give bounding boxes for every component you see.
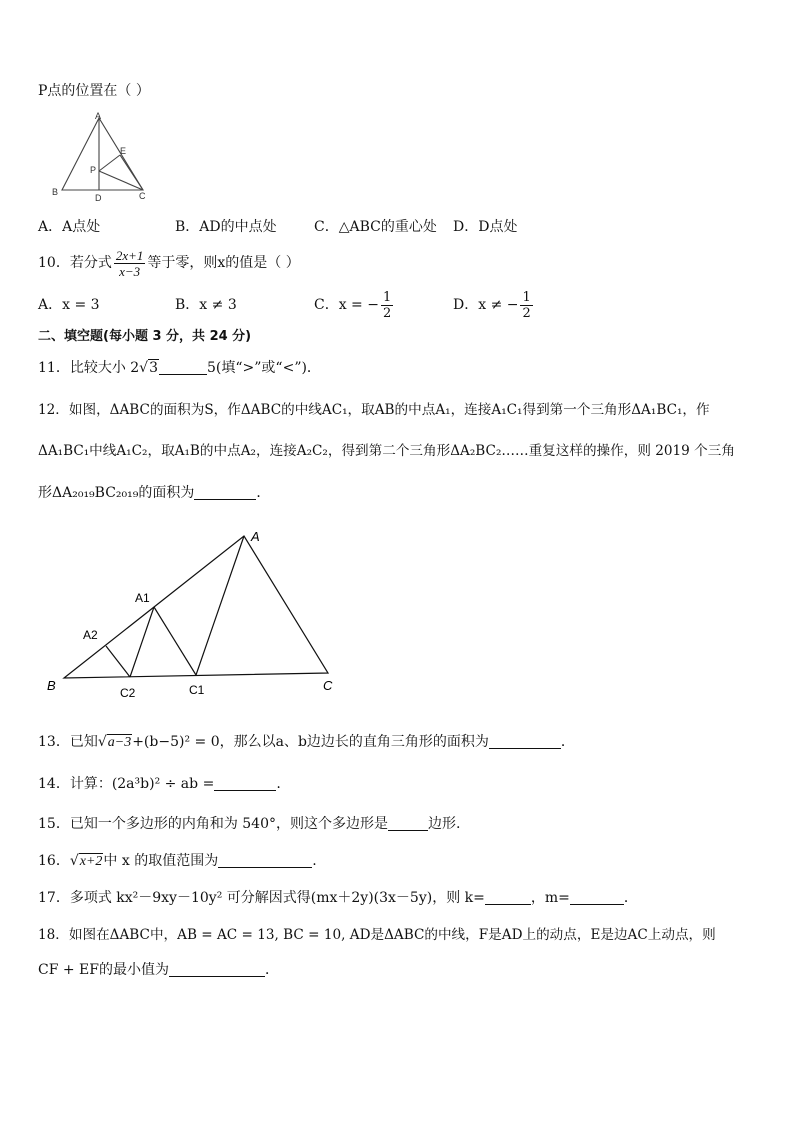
q15-suffix: 边形. xyxy=(428,816,461,832)
q12-blank xyxy=(194,485,256,500)
q10-option-b: B．x ≠ 3 xyxy=(175,297,237,313)
q18-line1: 18．如图在ΔABC中，AB = AC = 13, BC = 10, AD是ΔABC的中线，F是AD上的动点，E是边AC上动点，则 xyxy=(38,927,716,943)
q16 xyxy=(38,852,317,871)
q10-option-a: A．x = 3 xyxy=(38,297,100,313)
q12-line2: ΔA₁BC₁中线A₁C₂，取A₁B的中点A₂，连接A₂C₂，得到第二个三角形ΔA₂BC₂……重复这样的操作，则 2019 个三角 xyxy=(38,443,735,459)
q13 xyxy=(38,733,575,752)
q17-m-blank xyxy=(570,890,624,905)
q10-option-d-fraction xyxy=(520,290,532,321)
q12-line3-prefix: 形ΔA₂₀₁₉BC₂₀₁₉的面积为 xyxy=(38,485,195,501)
q11-blank xyxy=(159,360,207,375)
q10-stem xyxy=(38,245,300,281)
q18-line2-suffix: ． xyxy=(265,962,279,978)
q13-sqrt: √a−3 xyxy=(97,734,132,750)
q12-label-c2: C2 xyxy=(120,686,136,700)
q12-triangle-figure xyxy=(44,524,354,704)
q11 xyxy=(38,359,321,377)
q17-k-blank xyxy=(485,890,531,905)
q12-label-a2: A2 xyxy=(83,628,98,642)
q9-option-c: C．△ABC的重心处 xyxy=(314,219,437,235)
q14-prefix: 14．计算：(2a³b)² ÷ ab = xyxy=(38,776,215,792)
q10-fraction xyxy=(114,248,146,279)
q11-radicand: 3 xyxy=(149,360,159,376)
q9-option-d: D．D点处 xyxy=(453,219,518,235)
q13-blank xyxy=(489,734,561,749)
q18-line2-prefix: CF + EF的最小值为 xyxy=(38,962,169,978)
q10-stem-prefix: 10．若分式 xyxy=(38,255,112,271)
q9-stem: P点的位置在（ ） xyxy=(38,83,150,99)
q11-prefix: 11．比较大小 2 xyxy=(38,360,140,376)
q17-text: 17．多项式 kx²－9xy－10y² 可分解因式得(mx＋2y)(3x－5y)，则 k= xyxy=(38,890,485,906)
q12-line1: 12．如图，ΔABC的面积为S，作ΔABC的中线AC₁，取AB的中点A₁，连接A₁C₁得到第一个三角形ΔA₁BC₁，作 xyxy=(38,402,710,418)
q10-option-d-label: D．x ≠ − xyxy=(453,297,519,313)
q14-blank xyxy=(214,776,276,791)
q9-triangle-figure xyxy=(46,110,176,202)
q14-suffix: . xyxy=(276,776,281,792)
section-fill-in-title: 二、填空题(每小题 3 分，共 24 分) xyxy=(38,329,252,344)
q12-label-a: A xyxy=(251,529,260,544)
q15-prefix: 15．已知一个多边形的内角和为 540°，则这个多边形是 xyxy=(38,816,388,832)
q10-fraction-numerator: 2x+1 xyxy=(115,247,144,263)
q10-option-c-fraction xyxy=(381,290,393,321)
q13-prefix: 13．已知 xyxy=(38,734,98,750)
q15 xyxy=(38,815,460,833)
q12-label-a1: A1 xyxy=(135,591,150,605)
q11-sqrt: √3 xyxy=(139,360,159,376)
q10-fraction-denominator: x−3 xyxy=(119,263,141,279)
q13-suffix: ． xyxy=(560,734,575,750)
q16-prefix: 16． xyxy=(38,853,70,869)
q13-middle: +(b−5)² = 0，那么以a、b边边长的直角三角形的面积为 xyxy=(132,734,489,750)
q16-suffix: . xyxy=(312,853,317,869)
q12-label-c1: C1 xyxy=(189,683,205,697)
q17-m-label: ，m= xyxy=(530,890,570,906)
q16-blank xyxy=(218,853,312,868)
q12-label-b: B xyxy=(47,678,56,693)
q10-option-c-label: C．x = − xyxy=(314,297,379,313)
q9-label-d: D xyxy=(95,193,102,202)
q15-blank xyxy=(388,816,428,831)
q16-sqrt: √x+2 xyxy=(69,853,103,869)
q17 xyxy=(38,889,638,907)
q16-middle: 中 x 的取值范围为 xyxy=(103,853,219,869)
q14 xyxy=(38,775,281,793)
q9-option-b: B．AD的中点处 xyxy=(175,219,277,235)
q12-line3-suffix: ． xyxy=(256,485,271,501)
q18-line2 xyxy=(38,961,279,979)
q10-option-c-num: 1 xyxy=(382,289,392,305)
q9-label-p: P xyxy=(90,165,97,175)
q9-option-a: A．A点处 xyxy=(38,219,101,235)
q9-label-e: E xyxy=(120,146,127,156)
q10-option-d-den: 2 xyxy=(522,305,531,321)
q12-label-c: C xyxy=(323,678,333,693)
q10-stem-suffix: 等于零，则x的值是（ ） xyxy=(147,255,300,271)
q11-suffix: 5(填“>”或“<”)． xyxy=(207,360,321,376)
q16-radicand: x+2 xyxy=(79,854,103,869)
q18-blank xyxy=(169,962,265,977)
q13-radicand: a−3 xyxy=(107,735,132,750)
q12-line3 xyxy=(38,484,270,502)
q10-option-c-den: 2 xyxy=(382,305,392,321)
q10-option-d xyxy=(453,287,535,323)
q10-option-d-num: 1 xyxy=(522,289,531,305)
q10-option-c xyxy=(314,287,395,323)
q9-label-c: C xyxy=(139,191,146,201)
q9-label-b: B xyxy=(52,187,59,197)
q17-suffix: ． xyxy=(623,890,638,906)
q9-label-a: A xyxy=(95,111,102,121)
